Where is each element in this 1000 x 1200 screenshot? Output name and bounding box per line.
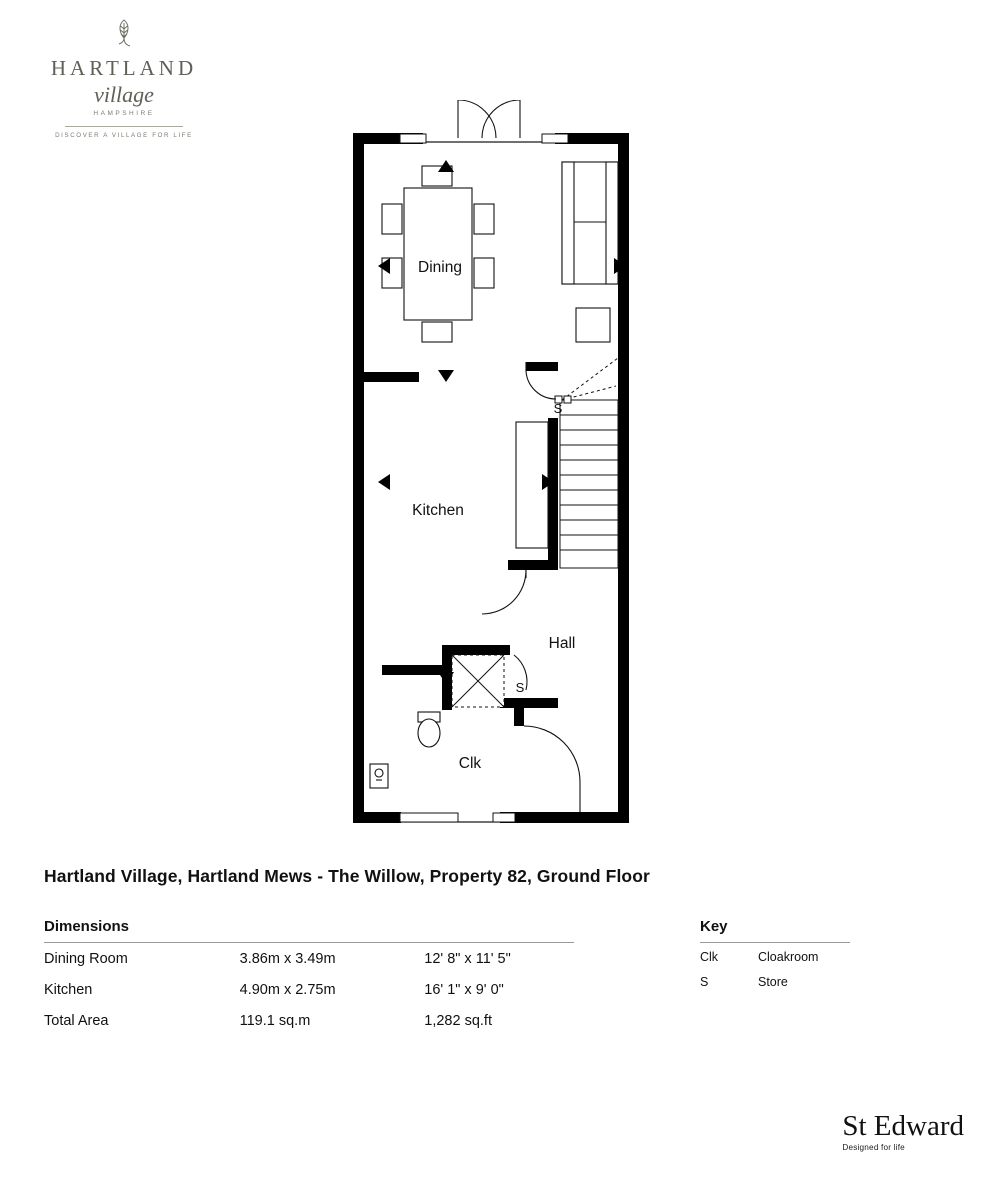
- room-label-hall: Hall: [548, 635, 576, 652]
- staircase: [560, 358, 618, 568]
- st-edward-tagline: Designed for life: [842, 1143, 905, 1152]
- dimension-metric: 4.90m x 2.75m: [239, 982, 336, 998]
- brand-divider: [65, 126, 183, 127]
- kitchen-door-swing: [482, 570, 526, 614]
- key-table: [700, 918, 850, 993]
- table-row: [44, 943, 574, 974]
- key-abbr: Clk: [700, 950, 719, 964]
- dimension-room: Dining Room: [44, 951, 128, 967]
- brand-script: village: [94, 82, 154, 107]
- pinecone-icon: [111, 18, 137, 52]
- room-label-kitchen: Kitchen: [412, 502, 464, 519]
- brand-region: HAMPSHIRE: [93, 110, 155, 117]
- dining-table-and-chairs: [382, 166, 494, 342]
- dimensions-table: [44, 918, 574, 1036]
- key-meaning: Store: [758, 975, 788, 989]
- hall-store-cupboard: [452, 655, 504, 707]
- room-label-clk: Clk: [458, 755, 482, 772]
- cloakroom-door-swing: [524, 726, 580, 812]
- dimension-metric: 119.1 sq.m: [239, 1013, 311, 1029]
- floor-plan-svg: [330, 100, 670, 840]
- st-edward-logo: [842, 1111, 964, 1152]
- dimensions-heading: Dimensions: [44, 918, 574, 943]
- key-heading: Key: [700, 918, 850, 943]
- front-door-swing: [458, 100, 520, 138]
- dimension-room: Kitchen: [44, 982, 93, 998]
- hartland-village-logo: [34, 18, 214, 139]
- dimension-room: Total Area: [44, 1013, 109, 1029]
- sofa: [562, 162, 618, 284]
- dimension-imperial: 12' 8" x 11' 5": [424, 951, 511, 967]
- brand-name: HARTLAND: [50, 56, 198, 80]
- key-abbr: S: [700, 975, 709, 989]
- dimension-imperial: 1,282 sq.ft: [424, 1013, 492, 1029]
- room-label-store-lower: S: [515, 680, 525, 695]
- side-table: [576, 308, 610, 342]
- room-label-dining: Dining: [418, 259, 462, 276]
- key-meaning: Cloakroom: [758, 950, 819, 964]
- table-row: [44, 1005, 574, 1036]
- room-label-store-upper: S: [553, 401, 563, 416]
- floor-plan: [330, 100, 670, 840]
- page-title: Hartland Village, Hartland Mews - The Willow, Property 82, Ground Floor: [44, 866, 650, 886]
- table-row: [44, 974, 574, 1005]
- dimension-imperial: 16' 1" x 9' 0": [424, 982, 504, 998]
- brand-tagline: DISCOVER A VILLAGE FOR LIFE: [55, 132, 193, 139]
- table-row: [700, 968, 850, 993]
- table-row: [700, 943, 850, 968]
- wash-basin: [370, 764, 388, 788]
- wc-toilet: [418, 712, 440, 747]
- st-edward-name: St Edward: [842, 1109, 964, 1142]
- dimension-metric: 3.86m x 3.49m: [239, 951, 336, 967]
